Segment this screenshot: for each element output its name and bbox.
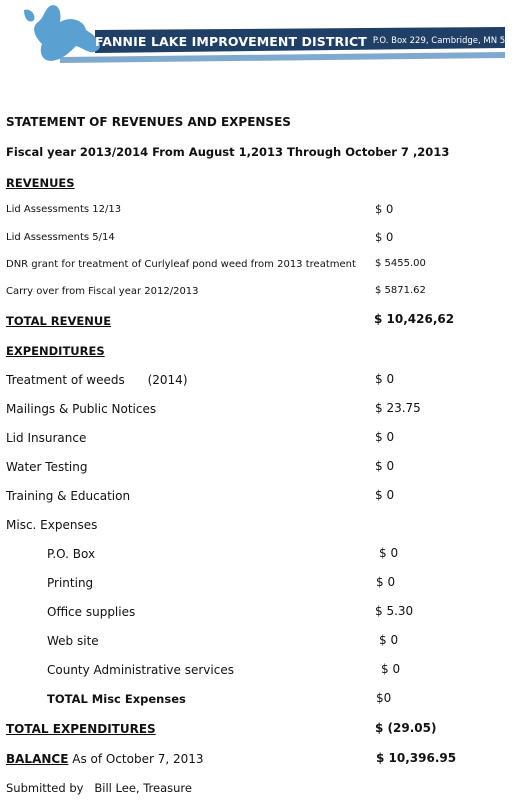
misc-expenses-label: Misc. Expenses — [6, 518, 98, 532]
misc-item-label: Web site — [47, 634, 99, 648]
letterhead-banner — [0, 0, 527, 70]
revenue-amount: $ 5455.00 — [375, 258, 426, 269]
misc-item-amount: $ 0 — [379, 633, 399, 647]
expenditure-amount: $ 0 — [375, 372, 395, 386]
expenditure-label: Water Testing — [6, 460, 88, 474]
revenue-label: Carry over from Fiscal year 2012/2013 — [6, 286, 199, 297]
expenditure-label: Treatment of weeds (2014) — [6, 373, 188, 387]
balance-date: As of October 7, 2013 — [68, 752, 204, 766]
misc-item-label: P.O. Box — [47, 547, 96, 561]
revenues-heading: REVENUES — [6, 176, 75, 190]
balance-amount: $ 10,396.95 — [376, 751, 457, 765]
submitted-by: Submitted by Bill Lee, Treasure — [6, 781, 192, 795]
org-name: FANNIE LAKE IMPROVEMENT DISTRICT — [95, 33, 367, 49]
misc-total-amount: $0 — [376, 691, 392, 705]
total-revenue-amount: $ 10,426,62 — [374, 312, 455, 326]
expenditure-amount: $ 0 — [375, 459, 395, 473]
balance-line — [6, 752, 204, 766]
total-expenditures-amount: $ (29.05) — [375, 721, 437, 735]
revenue-amount: $ 5871.62 — [375, 285, 426, 296]
org-address: P.O. Box 229, Cambridge, MN 55008 — [372, 36, 527, 46]
revenue-label: DNR grant for treatment of Curlyleaf pond weed from 2013 treatment — [6, 259, 356, 270]
misc-item-amount: $ 5.30 — [375, 604, 414, 618]
expenditure-amount: $ 0 — [375, 430, 395, 444]
revenue-label: Lid Assessments 12/13 — [6, 204, 122, 215]
total-revenue-label: TOTAL REVENUE — [6, 314, 112, 328]
revenue-amount: $ 0 — [375, 202, 394, 216]
statement-title: STATEMENT OF REVENUES AND EXPENSES — [6, 115, 291, 129]
misc-item-label: Printing — [47, 576, 94, 590]
misc-total-label: TOTAL Misc Expenses — [47, 692, 186, 706]
balance-label: BALANCE — [6, 752, 69, 766]
total-expenditures-label: TOTAL EXPENDITURES — [6, 722, 156, 736]
misc-item-label: County Administrative services — [47, 663, 234, 677]
revenue-label: Lid Assessments 5/14 — [6, 232, 115, 243]
expenditure-label: Training & Education — [6, 489, 131, 503]
expenditure-label: Mailings & Public Notices — [6, 402, 157, 416]
fiscal-year-line: Fiscal year 2013/2014 From August 1,2013 Through October 7 ,2013 — [6, 145, 450, 159]
misc-item-amount: $ 0 — [381, 662, 401, 676]
revenue-amount: $ 0 — [375, 230, 394, 244]
expenditures-heading: EXPENDITURES — [6, 344, 105, 358]
expenditure-label: Lid Insurance — [6, 431, 87, 445]
misc-item-amount: $ 0 — [376, 575, 396, 589]
misc-item-label: Office supplies — [47, 605, 136, 619]
expenditure-amount: $ 0 — [375, 488, 395, 502]
expenditure-amount: $ 23.75 — [375, 401, 421, 415]
misc-item-amount: $ 0 — [379, 546, 399, 560]
